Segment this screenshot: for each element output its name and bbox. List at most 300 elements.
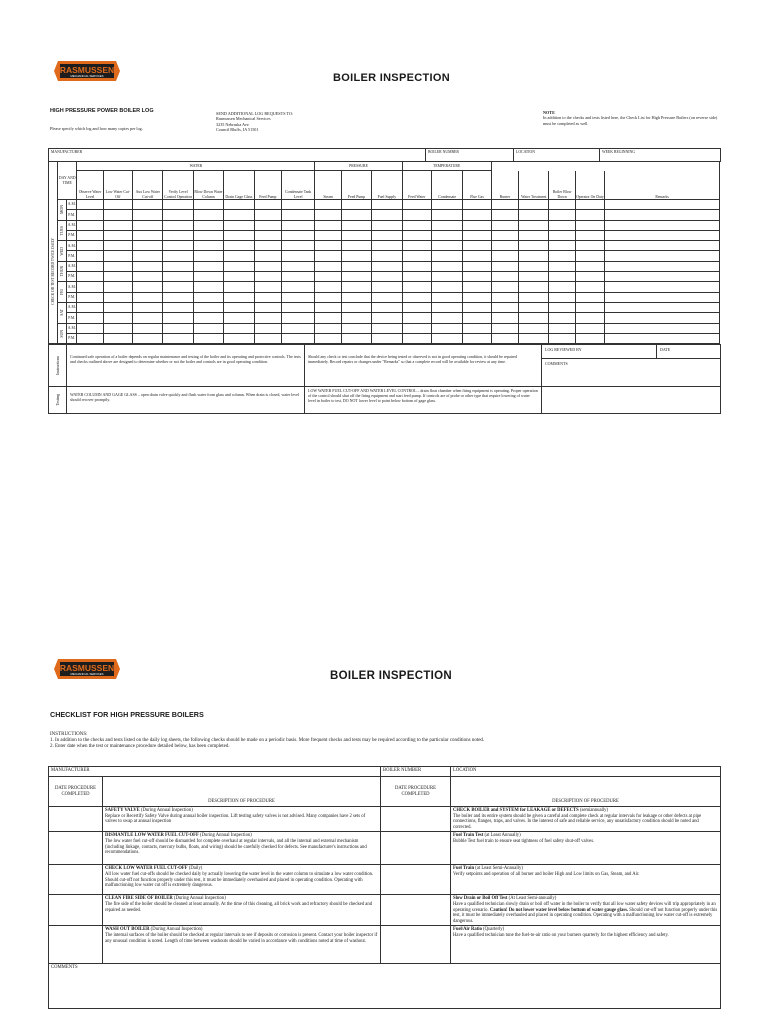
- checklist-table: [48, 766, 721, 1009]
- log-entry-cell[interactable]: [491, 261, 518, 271]
- log-entry-cell[interactable]: [519, 282, 549, 292]
- log-entry-cell[interactable]: [519, 210, 549, 220]
- log-entry-cell[interactable]: [315, 333, 341, 343]
- log-entry-cell[interactable]: [575, 230, 604, 240]
- log-entry-cell[interactable]: [77, 323, 103, 333]
- log-entry-cell[interactable]: [254, 251, 281, 261]
- log-entry-cell[interactable]: [605, 313, 720, 323]
- log-entry-cell[interactable]: [193, 302, 223, 312]
- date-completed-field[interactable]: [381, 832, 451, 865]
- log-entry-cell[interactable]: [402, 282, 431, 292]
- log-entry-cell[interactable]: [341, 313, 371, 323]
- log-entry-cell[interactable]: [193, 313, 223, 323]
- log-entry-cell[interactable]: [254, 323, 281, 333]
- log-entry-cell[interactable]: [402, 323, 431, 333]
- instructions-label-cell: [49, 345, 67, 387]
- log-reviewed-by-field[interactable]: LOG REVIEWED BY: [542, 345, 657, 359]
- log-entry-cell[interactable]: [575, 210, 604, 220]
- log-entry-cell[interactable]: [431, 292, 462, 302]
- log-entry-cell[interactable]: [193, 200, 223, 210]
- log-entry-cell[interactable]: [491, 241, 518, 251]
- log-entry-cell[interactable]: [77, 292, 103, 302]
- log-entry-cell[interactable]: [133, 210, 163, 220]
- log-entry-cell[interactable]: [315, 323, 341, 333]
- log-entry-cell[interactable]: [491, 302, 518, 312]
- log-entry-cell[interactable]: [224, 292, 254, 302]
- log-entry-cell[interactable]: [77, 241, 103, 251]
- temperature-group-header: TEMPERATURE: [402, 162, 491, 171]
- log-entry-cell[interactable]: [372, 302, 402, 312]
- log-entry-cell[interactable]: [103, 251, 132, 261]
- log-entry-cell[interactable]: [163, 241, 193, 251]
- log-entry-cell[interactable]: [103, 261, 132, 271]
- log-entry-cell[interactable]: [224, 323, 254, 333]
- log-entry-cell[interactable]: [491, 333, 518, 343]
- log-entry-cell[interactable]: [193, 230, 223, 240]
- log-entry-cell[interactable]: [133, 241, 163, 251]
- log-entry-cell[interactable]: [193, 261, 223, 271]
- description-header: DESCRIPTION OF PROCEDURE: [451, 777, 721, 807]
- log-entry-cell[interactable]: [575, 220, 604, 230]
- log-entry-cell[interactable]: [549, 251, 575, 261]
- date-completed-field[interactable]: [381, 926, 451, 964]
- log-entry-cell[interactable]: [605, 302, 720, 312]
- log-entry-cell[interactable]: [103, 323, 132, 333]
- log-entry-cell[interactable]: [254, 282, 281, 292]
- log-entry-cell[interactable]: [224, 210, 254, 220]
- log-entry-cell[interactable]: [103, 272, 132, 282]
- log-entry-cell[interactable]: [281, 251, 314, 261]
- log-entry-cell[interactable]: [281, 292, 314, 302]
- log-entry-cell[interactable]: [103, 333, 132, 343]
- procedure-text-part: Verify setpoints and operation of all burner and boiler High and Low limits on Gas, Steam, and Air.: [453, 871, 640, 877]
- location-field[interactable]: LOCATION: [451, 767, 721, 777]
- log-entry-cell[interactable]: [254, 313, 281, 323]
- log-entry-cell[interactable]: [491, 323, 518, 333]
- log-entry-cell[interactable]: [463, 241, 491, 251]
- log-entry-cell[interactable]: [341, 230, 371, 240]
- log-entry-cell[interactable]: [491, 292, 518, 302]
- log-entry-cell[interactable]: [575, 282, 604, 292]
- log-entry-cell[interactable]: [103, 230, 132, 240]
- log-entry-cell[interactable]: [605, 241, 720, 251]
- log-entry-cell[interactable]: [519, 313, 549, 323]
- log-entry-cell[interactable]: [163, 323, 193, 333]
- log-entry-cell[interactable]: [463, 200, 491, 210]
- log-entry-cell[interactable]: [402, 292, 431, 302]
- log-entry-cell[interactable]: [605, 210, 720, 220]
- log-entry-cell[interactable]: [103, 282, 132, 292]
- log-entry-cell[interactable]: [133, 230, 163, 240]
- log-entry-cell[interactable]: [133, 282, 163, 292]
- log-entry-cell[interactable]: [463, 251, 491, 261]
- date-field[interactable]: DATE: [657, 345, 721, 359]
- log-entry-cell[interactable]: [341, 302, 371, 312]
- log-entry-cell[interactable]: [605, 333, 720, 343]
- comments-field[interactable]: COMMENTS: [542, 359, 721, 387]
- log-entry-cell[interactable]: [431, 200, 462, 210]
- log-entry-cell[interactable]: [605, 292, 720, 302]
- boiler-number-field[interactable]: BOILER NUMBER: [381, 767, 451, 777]
- log-entry-cell[interactable]: [431, 323, 462, 333]
- log-entry-cell[interactable]: [402, 261, 431, 271]
- log-entry-cell[interactable]: [224, 282, 254, 292]
- log-entry-cell[interactable]: [163, 292, 193, 302]
- log-entry-cell[interactable]: [103, 210, 132, 220]
- log-entry-cell[interactable]: [315, 292, 341, 302]
- log-entry-cell[interactable]: [315, 302, 341, 312]
- log-entry-cell[interactable]: [372, 251, 402, 261]
- log-entry-cell[interactable]: [372, 230, 402, 240]
- log-entry-cell[interactable]: [281, 200, 314, 210]
- log-entry-cell[interactable]: [519, 251, 549, 261]
- log-entry-cell[interactable]: [133, 261, 163, 271]
- log-entry-cell[interactable]: [549, 261, 575, 271]
- checklist-instructions: [50, 732, 484, 751]
- column-header: Burner: [491, 171, 518, 200]
- log-entry-cell[interactable]: [549, 210, 575, 220]
- log-entry-cell[interactable]: [575, 261, 604, 271]
- log-entry-cell[interactable]: [341, 200, 371, 210]
- log-entry-cell[interactable]: [519, 323, 549, 333]
- date-completed-field[interactable]: [381, 895, 451, 926]
- boiler-number-field[interactable]: BOILER NUMBER: [426, 149, 514, 162]
- log-entry-cell[interactable]: [402, 241, 431, 251]
- log-entry-cell[interactable]: [575, 333, 604, 343]
- log-entry-cell[interactable]: [224, 261, 254, 271]
- log-entry-cell[interactable]: [341, 282, 371, 292]
- log-entry-cell[interactable]: [281, 261, 314, 271]
- log-entry-cell[interactable]: [133, 323, 163, 333]
- log-entry-cell[interactable]: [254, 200, 281, 210]
- log-entry-cell[interactable]: [519, 333, 549, 343]
- log-entry-cell[interactable]: [372, 272, 402, 282]
- log-entry-cell[interactable]: [193, 251, 223, 261]
- log-entry-cell[interactable]: [491, 251, 518, 261]
- log-entry-cell[interactable]: [549, 200, 575, 210]
- log-entry-cell[interactable]: [341, 261, 371, 271]
- log-entry-cell[interactable]: [103, 200, 132, 210]
- log-entry-cell[interactable]: [224, 241, 254, 251]
- log-entry-cell[interactable]: [402, 302, 431, 312]
- log-entry-cell[interactable]: [491, 200, 518, 210]
- log-entry-cell[interactable]: [431, 210, 462, 220]
- log-entry-cell[interactable]: [575, 292, 604, 302]
- log-entry-cell[interactable]: [372, 292, 402, 302]
- log-entry-cell[interactable]: [605, 261, 720, 271]
- testing-notes-field[interactable]: [542, 387, 721, 414]
- log-entry-cell[interactable]: [341, 210, 371, 220]
- log-entry-cell[interactable]: [575, 302, 604, 312]
- log-entry-cell[interactable]: [315, 282, 341, 292]
- log-entry-cell[interactable]: [431, 282, 462, 292]
- log-entry-cell[interactable]: [224, 333, 254, 343]
- log-entry-cell[interactable]: [133, 292, 163, 302]
- log-entry-cell[interactable]: [519, 261, 549, 271]
- log-entry-cell[interactable]: [491, 313, 518, 323]
- log-entry-cell[interactable]: [431, 333, 462, 343]
- log-entry-cell[interactable]: [281, 282, 314, 292]
- log-entry-cell[interactable]: [402, 251, 431, 261]
- log-entry-cell[interactable]: [431, 230, 462, 240]
- log-entry-cell[interactable]: [402, 210, 431, 220]
- log-entry-cell[interactable]: [281, 230, 314, 240]
- log-entry-cell[interactable]: [193, 272, 223, 282]
- log-entry-cell[interactable]: [402, 200, 431, 210]
- log-entry-cell[interactable]: [519, 302, 549, 312]
- log-entry-cell[interactable]: [463, 220, 491, 230]
- log-entry-cell[interactable]: [519, 230, 549, 240]
- log-entry-cell[interactable]: [193, 323, 223, 333]
- log-entry-cell[interactable]: [77, 251, 103, 261]
- log-entry-cell[interactable]: [341, 292, 371, 302]
- log-entry-cell[interactable]: [372, 313, 402, 323]
- log-entry-cell[interactable]: [281, 210, 314, 220]
- log-entry-cell[interactable]: [341, 220, 371, 230]
- log-entry-cell[interactable]: [254, 220, 281, 230]
- week-beginning-field[interactable]: WEEK BEGINNING: [600, 149, 721, 162]
- log-entry-cell[interactable]: [281, 302, 314, 312]
- log-entry-cell[interactable]: [133, 313, 163, 323]
- log-entry-cell[interactable]: [491, 272, 518, 282]
- time-label: A.M.: [67, 241, 77, 251]
- manufacturer-field[interactable]: MANUFACTURER: [49, 149, 426, 162]
- log-entry-cell[interactable]: [77, 313, 103, 323]
- log-entry-cell[interactable]: [103, 292, 132, 302]
- log-entry-cell[interactable]: [77, 333, 103, 343]
- log-entry-cell[interactable]: [341, 272, 371, 282]
- log-entry-cell[interactable]: [77, 282, 103, 292]
- log-entry-cell[interactable]: [463, 272, 491, 282]
- log-entry-cell[interactable]: [163, 333, 193, 343]
- log-entry-cell[interactable]: [549, 313, 575, 323]
- log-entry-cell[interactable]: [281, 272, 314, 282]
- log-entry-cell[interactable]: [575, 323, 604, 333]
- log-entry-cell[interactable]: [431, 261, 462, 271]
- log-entry-cell[interactable]: [549, 323, 575, 333]
- log-entry-cell[interactable]: [431, 241, 462, 251]
- log-entry-cell[interactable]: [402, 220, 431, 230]
- log-entry-cell[interactable]: [315, 251, 341, 261]
- log-entry-cell[interactable]: [463, 230, 491, 240]
- log-entry-cell[interactable]: [575, 251, 604, 261]
- log-entry-cell[interactable]: [463, 323, 491, 333]
- log-entry-cell[interactable]: [224, 230, 254, 240]
- log-entry-cell[interactable]: [431, 272, 462, 282]
- log-entry-cell[interactable]: [254, 302, 281, 312]
- log-entry-cell[interactable]: [341, 323, 371, 333]
- log-entry-cell[interactable]: [549, 220, 575, 230]
- comments-field[interactable]: COMMENTS: [49, 964, 721, 1009]
- manufacturer-field[interactable]: MANUFACTURER: [49, 767, 381, 777]
- log-entry-cell[interactable]: [163, 251, 193, 261]
- log-entry-cell[interactable]: [103, 220, 132, 230]
- log-entry-cell[interactable]: [341, 333, 371, 343]
- log-entry-cell[interactable]: [224, 272, 254, 282]
- log-entry-cell[interactable]: [133, 272, 163, 282]
- log-entry-cell[interactable]: [163, 313, 193, 323]
- log-entry-cell[interactable]: [463, 282, 491, 292]
- log-entry-cell[interactable]: [193, 292, 223, 302]
- day-label-cell: [58, 261, 67, 282]
- log-entry-cell[interactable]: [519, 241, 549, 251]
- log-entry-cell[interactable]: [402, 333, 431, 343]
- log-entry-cell[interactable]: [372, 200, 402, 210]
- log-entry-cell[interactable]: [315, 261, 341, 271]
- log-entry-cell[interactable]: [315, 272, 341, 282]
- log-entry-cell[interactable]: [133, 333, 163, 343]
- log-entry-cell[interactable]: [372, 261, 402, 271]
- log-entry-cell[interactable]: [549, 282, 575, 292]
- log-entry-cell[interactable]: [163, 282, 193, 292]
- log-entry-cell[interactable]: [193, 241, 223, 251]
- log-entry-cell[interactable]: [281, 241, 314, 251]
- date-completed-field[interactable]: [49, 807, 103, 832]
- log-entry-cell[interactable]: [372, 333, 402, 343]
- log-entry-cell[interactable]: [281, 333, 314, 343]
- log-entry-cell[interactable]: [224, 313, 254, 323]
- log-entry-cell[interactable]: [254, 261, 281, 271]
- log-entry-cell[interactable]: [77, 200, 103, 210]
- procedure-title: CHECK LOW WATER FUEL CUT-OFF: [105, 866, 188, 872]
- log-entry-cell[interactable]: [372, 210, 402, 220]
- log-entry-cell[interactable]: [77, 220, 103, 230]
- log-entry-cell[interactable]: [341, 241, 371, 251]
- date-completed-field[interactable]: [49, 865, 103, 895]
- log-entry-cell[interactable]: [254, 333, 281, 343]
- log-entry-cell[interactable]: [77, 210, 103, 220]
- log-entry-cell[interactable]: [431, 302, 462, 312]
- log-entry-cell[interactable]: [431, 220, 462, 230]
- log-entry-cell[interactable]: [133, 200, 163, 210]
- log-entry-cell[interactable]: [77, 272, 103, 282]
- log-entry-cell[interactable]: [281, 220, 314, 230]
- log-entry-cell[interactable]: [519, 200, 549, 210]
- procedure-frequency: (at Least Semi-Annually): [474, 866, 523, 872]
- send-requests-block: [216, 111, 293, 132]
- log-entry-cell[interactable]: [519, 292, 549, 302]
- log-entry-cell[interactable]: [402, 313, 431, 323]
- log-entry-cell[interactable]: [193, 220, 223, 230]
- log-entry-cell[interactable]: [463, 333, 491, 343]
- log-entry-cell[interactable]: [315, 210, 341, 220]
- log-entry-cell[interactable]: [224, 302, 254, 312]
- log-entry-cell[interactable]: [372, 323, 402, 333]
- log-entry-cell[interactable]: [193, 210, 223, 220]
- log-entry-cell[interactable]: [163, 230, 193, 240]
- log-entry-cell[interactable]: [254, 241, 281, 251]
- log-entry-cell[interactable]: [103, 313, 132, 323]
- log-entry-cell[interactable]: [519, 272, 549, 282]
- log-entry-cell[interactable]: [575, 200, 604, 210]
- log-entry-cell[interactable]: [463, 302, 491, 312]
- log-entry-cell[interactable]: [372, 282, 402, 292]
- log-entry-cell[interactable]: [133, 251, 163, 261]
- log-entry-cell[interactable]: [103, 241, 132, 251]
- log-entry-cell[interactable]: [193, 333, 223, 343]
- log-entry-cell[interactable]: [605, 220, 720, 230]
- log-entry-cell[interactable]: [491, 220, 518, 230]
- date-completed-field[interactable]: [381, 807, 451, 832]
- log-entry-cell[interactable]: [224, 200, 254, 210]
- log-entry-cell[interactable]: [372, 220, 402, 230]
- log-entry-cell[interactable]: [254, 210, 281, 220]
- log-entry-cell[interactable]: [575, 272, 604, 282]
- log-entry-cell[interactable]: [224, 220, 254, 230]
- log-entry-cell[interactable]: [549, 333, 575, 343]
- log-entry-cell[interactable]: [431, 313, 462, 323]
- log-entry-cell[interactable]: [315, 200, 341, 210]
- log-entry-cell[interactable]: [315, 230, 341, 240]
- date-completed-field[interactable]: [381, 865, 451, 895]
- date-completed-field[interactable]: [49, 895, 103, 926]
- log-entry-cell[interactable]: [402, 272, 431, 282]
- log-entry-cell[interactable]: [605, 323, 720, 333]
- log-entry-cell[interactable]: [315, 313, 341, 323]
- log-entry-cell[interactable]: [605, 230, 720, 240]
- log-entry-cell[interactable]: [463, 292, 491, 302]
- log-entry-cell[interactable]: [341, 251, 371, 261]
- log-entry-cell[interactable]: [315, 220, 341, 230]
- log-entry-cell[interactable]: [77, 261, 103, 271]
- log-entry-cell[interactable]: [163, 302, 193, 312]
- log-entry-cell[interactable]: [103, 302, 132, 312]
- log-entry-cell[interactable]: [133, 302, 163, 312]
- log-entry-cell[interactable]: [193, 282, 223, 292]
- log-entry-cell[interactable]: [163, 210, 193, 220]
- log-entry-cell[interactable]: [281, 323, 314, 333]
- log-entry-cell[interactable]: [254, 272, 281, 282]
- log-entry-cell[interactable]: [254, 230, 281, 240]
- log-entry-cell[interactable]: [163, 272, 193, 282]
- location-field[interactable]: LOCATION: [514, 149, 600, 162]
- log-entry-cell[interactable]: [549, 230, 575, 240]
- log-entry-cell[interactable]: [575, 313, 604, 323]
- log-entry-cell[interactable]: [133, 220, 163, 230]
- log-entry-cell[interactable]: [254, 292, 281, 302]
- log-entry-cell[interactable]: [463, 210, 491, 220]
- log-entry-cell[interactable]: [163, 261, 193, 271]
- log-entry-cell[interactable]: [605, 200, 720, 210]
- log-entry-cell[interactable]: [77, 302, 103, 312]
- log-entry-cell[interactable]: [575, 241, 604, 251]
- log-entry-cell[interactable]: [315, 241, 341, 251]
- log-entry-cell[interactable]: [491, 230, 518, 240]
- log-entry-cell[interactable]: [491, 210, 518, 220]
- log-entry-cell[interactable]: [605, 251, 720, 261]
- log-entry-cell[interactable]: [549, 241, 575, 251]
- log-entry-cell[interactable]: [519, 220, 549, 230]
- log-entry-cell[interactable]: [431, 251, 462, 261]
- date-completed-field[interactable]: [49, 926, 103, 964]
- log-entry-cell[interactable]: [77, 230, 103, 240]
- log-entry-cell[interactable]: [463, 313, 491, 323]
- log-entry-cell[interactable]: [372, 241, 402, 251]
- log-entry-cell[interactable]: [491, 282, 518, 292]
- date-completed-field[interactable]: [49, 832, 103, 865]
- log-entry-cell[interactable]: [549, 292, 575, 302]
- log-entry-cell[interactable]: [281, 313, 314, 323]
- log-entry-cell[interactable]: [549, 272, 575, 282]
- log-entry-cell[interactable]: [163, 200, 193, 210]
- log-entry-cell[interactable]: [163, 220, 193, 230]
- log-entry-cell[interactable]: [402, 230, 431, 240]
- log-entry-cell[interactable]: [605, 272, 720, 282]
- log-entry-cell[interactable]: [549, 302, 575, 312]
- log-entry-cell[interactable]: [463, 261, 491, 271]
- log-entry-cell[interactable]: [605, 282, 720, 292]
- log-entry-cell[interactable]: [224, 251, 254, 261]
